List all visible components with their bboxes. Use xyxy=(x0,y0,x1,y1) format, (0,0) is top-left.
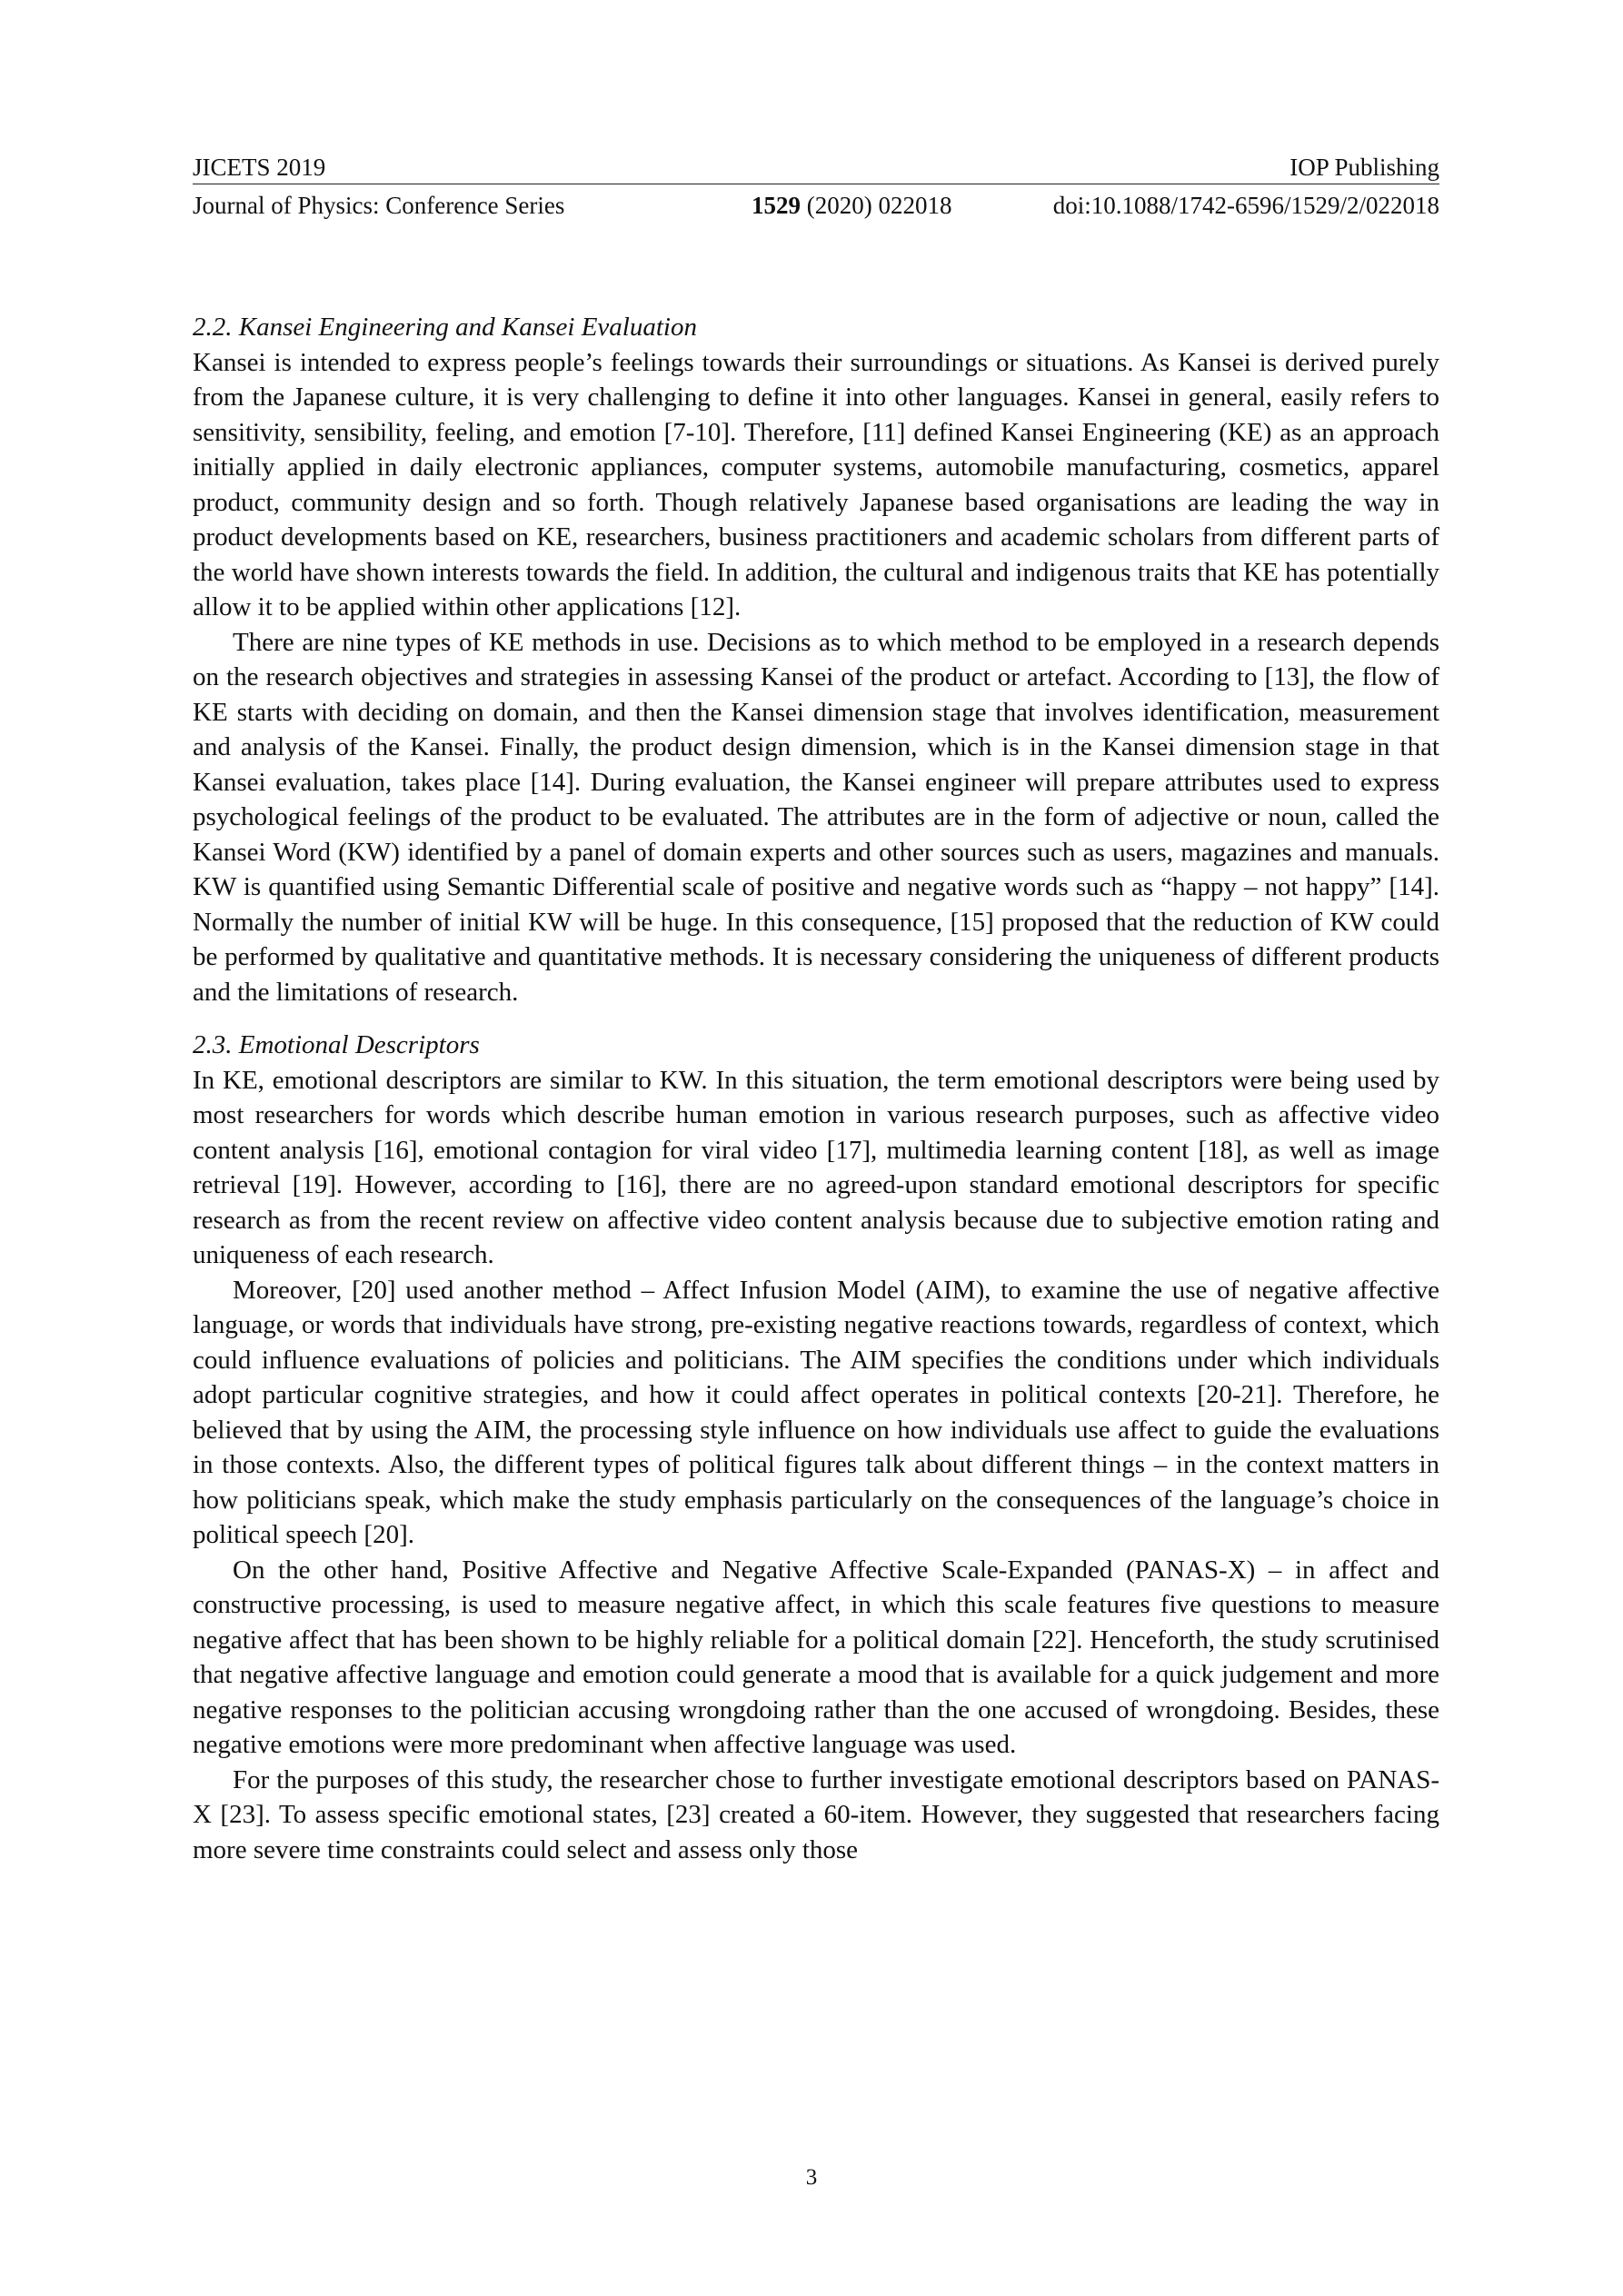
header-bottom-row xyxy=(193,191,1439,220)
paragraph: For the purposes of this study, the researcher chose to further investigate emotional descriptors based on PANAS-X [23]. To assess specific emotional states, [23] created a 60-item. However, they suggested that researchers facing more severe time constraints could select and assess only those xyxy=(193,1764,1439,1864)
paragraph: Kansei is intended to express people’s feelings towards their surroundings or situations. As Kansei is derived purely from the Japanese culture, it is very challenging to define it into other languages. Kansei in general, easily refers to sensitivity, sensibility, feeling, and emotion [7-10]. Therefore, [11] defined Kansei Engineering (KE) as an approach initially applied in daily electronic appliances, computer systems, automobile manufacturing, cosmetics, apparel product, community design and so forth. Though relatively Japanese based organisations are leading the way in product developments based on KE, researchers, business practitioners and academic scholars from different parts of the world have shown interests towards the field. In addition, the cultural and indigenous traits that KE has potentially allow it to be applied within other applications [12]. xyxy=(193,347,1439,621)
paragraph: On the other hand, Positive Affective and Negative Affective Scale-Expanded (PANAS-X) – in affect and constructive processing, is used to measure negative affect, in which this scale features five questions to measure negative affect that has been shown to be highly reliable for a political domain [22]. Henceforth, the study scrutinised that negative affective language and emotion could generate a mood that is available for a quick judgement and more negative responses to the politician accusing wrongdoing rather than the one accused of wrongdoing. Besides, these negative emotions were more predominant when affective language was used. xyxy=(193,1555,1439,1759)
conference-name: JICETS 2019 xyxy=(193,154,326,181)
volume-number: 1529 xyxy=(752,192,801,219)
paragraph: Moreover, [20] used another method – Affect Infusion Model (AIM), to examine the use of negative affective language, or words that individuals have strong, pre-existing negative reactions towards, regardless of context, which could influence evaluations of policies and politicians. The AIM specifies the conditions under which individuals adopt particular cognitive strategies, and how it could affect operates in political contexts [20-21]. Therefore, he believed that by using the AIM, the processing style influence on how individuals use affect to guide the evaluations in those contexts. Also, the different types of political figures talk about different things – in the context matters in how politicians speak, which make the study emphasis particularly on the consequences of the language’s choice in political speech [20]. xyxy=(193,1275,1439,1549)
year-article: (2020) 022018 xyxy=(806,192,952,219)
volume-info xyxy=(752,191,951,220)
body-text xyxy=(193,310,1439,1867)
paragraph: There are nine types of KE methods in use. Decisions as to which method to be employed in a research depends on the research objectives and strategies in assessing Kansei of the product or artefact. According to [13], the flow of KE starts with deciding on domain, and then the Kansei dimension stage that involves identification, measurement and analysis of the Kansei. Finally, the product design dimension, which is in the Kansei dimension stage in that Kansei evaluation, takes place [14]. During evaluation, the Kansei engineer will prepare attributes used to express psychological feelings of the product to be evaluated. The attributes are in the form of adjective or noun, called the Kansei Word (KW) identified by a panel of domain experts and other sources such as users, magazines and manuals. KW is quantified using Semantic Differential scale of positive and negative words such as “happy – not happy” [14]. Normally the number of initial KW will be huge. In this consequence, [15] proposed that the reduction of KW could be performed by qualitative and quantitative methods. It is necessary considering the uniqueness of different products and the limitations of research. xyxy=(193,627,1439,1007)
section-title-2-2: 2.2. Kansei Engineering and Kansei Evaluation xyxy=(193,313,697,342)
header-top-row xyxy=(193,153,1439,182)
journal-name: Journal of Physics: Conference Series xyxy=(193,192,565,219)
paragraph: In KE, emotional descriptors are similar to KW. In this situation, the term emotional descriptors were being used by most researchers for words which describe human emotion in various research purposes, such as affective video content analysis [16], emotional contagion for viral video [17], multimedia learning content [18], as well as image retrieval [19]. However, according to [16], there are no agreed-upon standard emotional descriptors for specific research as from the recent review on affective video content analysis because due to subjective emotion rating and uniqueness of each research. xyxy=(193,1065,1439,1269)
doi: doi:10.1088/1742-6596/1529/2/022018 xyxy=(1052,192,1439,219)
publisher-name: IOP Publishing xyxy=(1289,154,1439,181)
page-number: 3 xyxy=(805,2165,818,2190)
section-gap xyxy=(193,1009,1439,1028)
section-title-2-3: 2.3. Emotional Descriptors xyxy=(193,1030,480,1059)
